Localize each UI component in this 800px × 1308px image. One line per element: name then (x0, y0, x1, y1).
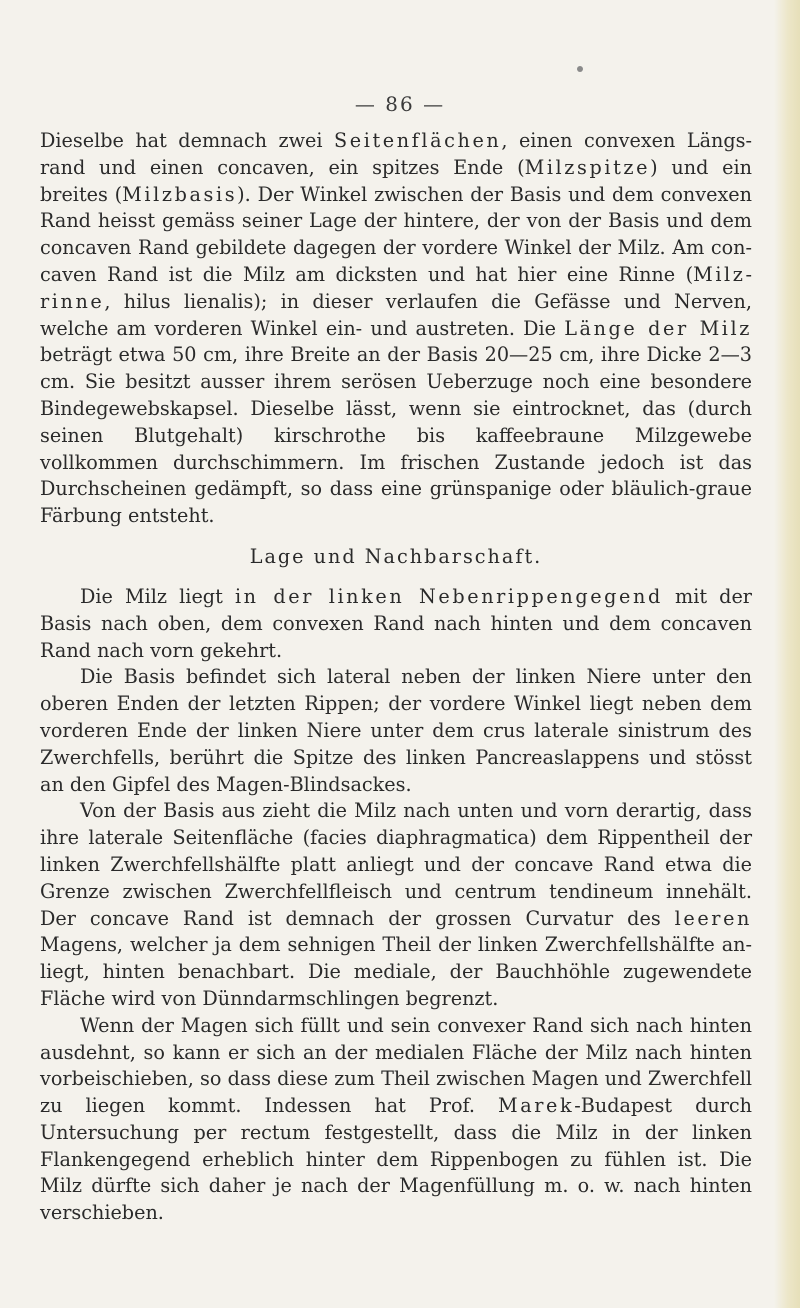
page-edge (774, 0, 800, 1308)
term-milzspitze: Milzspitze (524, 155, 651, 179)
paragraph-basis: Die Basis befindet sich lateral neben der linken Niere unter den oberen Enden der letzten Rippen; der vordere Winkel liegt neben dem vorderen Ende der linken Niere unter dem crus laterale sinistrum des Zwerchfells, berührt die Spitze des linken Pancreaslappens und stösst an den Gipfel des Magen-Blindsackes. (40, 665, 752, 796)
paragraph-intro: Dieselbe hat demnach zwei Seitenflächen, einen convexen Längsrand und einen concaven, ein spitzes Ende (Milzspitze) und ein breites (Milzbasis). Der Winkel zwischen der Basis und dem convexen Rand heisst gemäss seiner Lage der hintere, der von der Basis und dem concaven Rand gebildete dagegen der vordere Winkel der Milz. Am concaven Rand ist die Milz am dicksten und hat hier eine Rinne (Milzrinne, hilus lienalis); in dieser verlaufen die Gefässe und Nerven, welche am vorderen Winkel ein- und austreten. Die Länge der Milz beträgt etwa 50 cm, ihre Breite an der Basis 20—25 cm, ihre Dicke 2—3 cm. Sie besitzt ausser ihrem serösen Ueberzuge noch eine besondere Bindegewebskapsel. Dieselbe lässt, wenn sie eintrocknet, das (durch seinen Blutgehalt) kirschrothe bis kaffeebraune Milzgewebe vollkommen durchschimmern. Im frischen Zustande jedoch ist das Durchscheinen gedämpft, so dass eine grünspanige oder bläulich-graue Färbung entsteht. (40, 129, 753, 528)
paragraph-magenfuellung: Wenn der Magen sich füllt und sein convexer Rand sich nach hinten ausdehnt, so kann er sich an der medialen Fläche der Milz nach hinten vorbeischieben, so dass diese zum Theil zwischen Magen und Zwerchfell zu liegen kommt. Indessen hat Prof. Marek-Budapest durch Untersuchung per rectum festgestellt, dass die Milz in der linken Flankengegend erheblich hinter dem Rippenbogen zu fühlen ist. Die Milz dürfte sich daher je nach der Magenfüllung m. o. w. nach hinten verschieben. (40, 1013, 753, 1225)
term-milzrinne: Milzrinne (40, 262, 752, 313)
ink-spot (577, 66, 583, 72)
section-heading: Lage und Nachbarschaft. (249, 544, 543, 568)
page-number: — 86 — (354, 92, 446, 116)
paragraph-lage: Die Milz liegt in der linken Nebenrippengegend mit der Basis nach oben, dem convexen Rand nach hinten und dem concaven Rand nach vorn gekehrt. (40, 584, 752, 662)
term-leeren: leeren (674, 906, 752, 930)
page-body (40, 128, 752, 1227)
term-seitenflaechen: Seitenflächen (334, 129, 502, 152)
paragraph-seitenflaeche: Von der Basis aus zieht die Milz nach unten und vorn derartig, dass ihre laterale Seitenfläche (facies diaphragmatica) dem Rippentheil der linken Zwerchfellshälfte platt anliegt und der concave Rand etwa die Grenze zwischen Zwerchfellfleisch und centrum tendineum innehält. Der concave Rand ist demnach der grossen Curvatur des leeren Magens, welcher ja dem sehnigen Theil der linken Zwerchfellshälfte anliegt, hinten benachbart. Die mediale, der Bauchhöhle zugewendete Fläche wird von Dünndarmschlingen begrenzt. (40, 799, 752, 1010)
term-laenge-der-milz: Länge der Milz (564, 316, 752, 340)
term-milzbasis: Milzbasis (122, 182, 238, 206)
term-nebenrippengegend: in der linken Nebenrippengegend (234, 584, 663, 608)
author-marek: Marek (498, 1094, 575, 1118)
